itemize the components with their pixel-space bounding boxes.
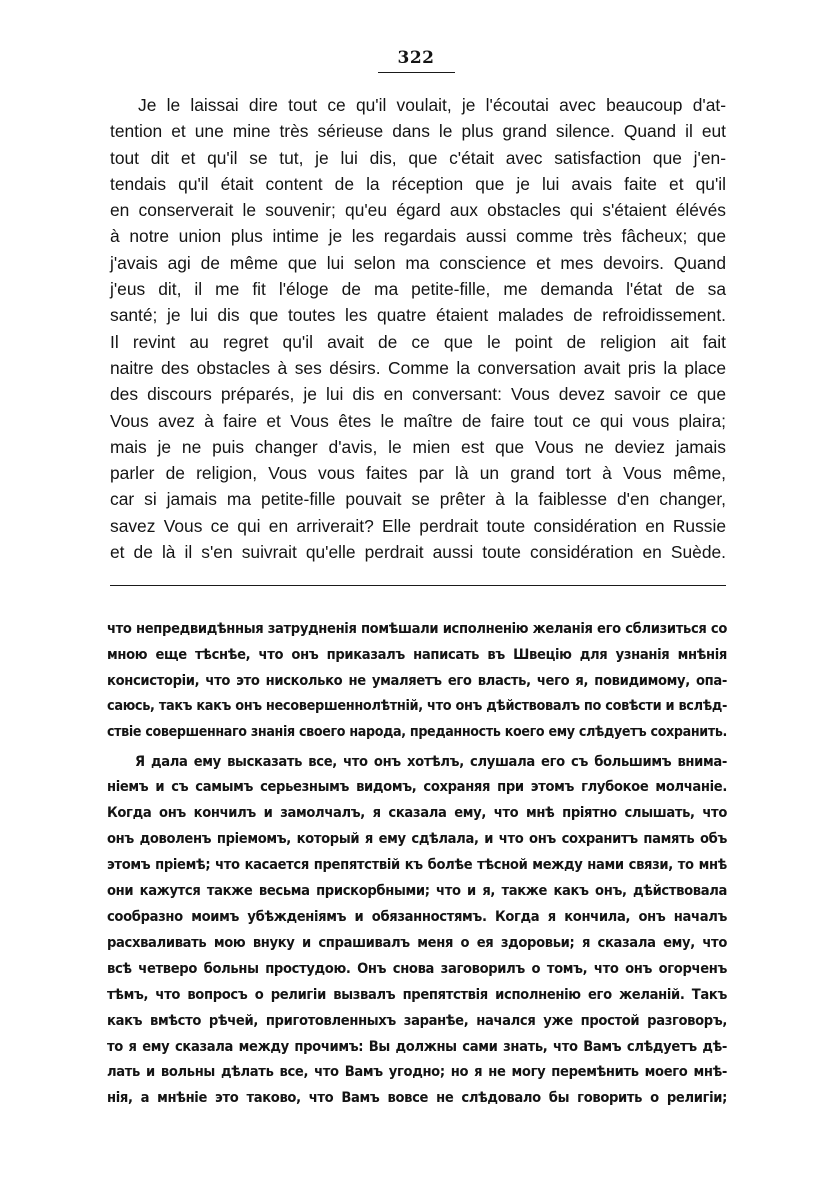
text-line: они кажутся также весьма прискорбными; что и я, также какъ онъ, дѣйствовала [107, 882, 727, 900]
text-line: des discours préparés, je lui dis en conversant: Vous devez savoir ce que [110, 384, 726, 405]
text-line: нія, а мнѣніе это таково, что Вамъ вовсе не слѣдовало бы говорить о религіи; [107, 1089, 727, 1107]
text-line: сообразно моимъ убѣжденіямъ и обязанностямъ. Когда я кончила, онъ началъ [107, 907, 727, 925]
russian-paragraph-1 [107, 616, 727, 746]
text-line: Il revint au regret qu'il avait de ce que le point de religion ait fait [110, 331, 726, 352]
text-line: консисторіи, что это нисколько не умаляетъ его власть, чего я, повидимому, опа- [107, 671, 727, 689]
text-line: расхваливать мою внуку и спрашивалъ меня о ея здоровьи; я сказала ему, что [107, 933, 727, 951]
text-line: Vous avez à faire et Vous êtes le maître de faire tout ce qui vous plaira; [110, 410, 726, 431]
text-line: мною еще тѣснѣе, что онъ приказалъ написать въ Швецію для узнанія мнѣнія [107, 645, 727, 663]
text-line: tout dit et qu'il se tut, je lui dis, que c'était avec satisfaction que j'en- [110, 147, 726, 168]
text-line: Когда онъ кончилъ и замолчалъ, я сказала ему, что мнѣ пріятно слышать, что [107, 804, 727, 822]
text-line: à notre union plus intime je les regardais aussi comme très fâcheux; que [110, 226, 726, 247]
text-line: parler de religion, Vous vous faites par là un grand tort à Vous même, [110, 463, 726, 484]
text-line: всѣ четверо больны простудою. Онъ снова заговорилъ о томъ, что онъ огорченъ [107, 959, 727, 977]
text-line: то я ему сказала между прочимъ: Вы должны сами знать, что Вамъ слѣдуетъ дѣ- [107, 1037, 727, 1055]
text-line: tendais qu'il était content de la réception que je lui avais faite et qu'il [110, 173, 726, 194]
text-line: savez Vous ce qui en arriverait? Elle perdrait toute considération en Russie [110, 515, 726, 536]
text-line: tention et une mine très sérieuse dans le plus grand silence. Quand il eut [110, 121, 726, 142]
text-line: Je le laissai dire tout ce qu'il voulait, je l'écoutai avec beaucoup d'at- [138, 95, 726, 115]
text-line: онъ доволенъ пріемомъ, который я ему сдѣлала, и что онъ сохранитъ память объ [107, 830, 727, 848]
text-line: ніемъ и съ самымъ серьезнымъ видомъ, сохраняя при этомъ глубокое молчаніе. [107, 778, 727, 796]
text-line: какъ вмѣсто рѣчей, приготовленныхъ заранѣе, начался уже простой разговоръ, [107, 1011, 727, 1029]
text-line: этомъ пріемѣ; что касается препятствій къ болѣе тѣсной между нами связи, то мнѣ [107, 856, 727, 874]
russian-paragraph-2 [107, 749, 727, 1112]
text-line: mais je ne puis changer d'avis, le mien est que Vous ne deviez jamais [110, 436, 726, 457]
text-line: ствіе совершеннаго знанія своего народа, преданность коего ему слѣдуетъ сохранить. [107, 723, 727, 740]
text-line: лать и вольны дѣлать все, что Вамъ угодно; но я не могу перемѣнить моего мнѣ- [107, 1063, 727, 1081]
text-line: et de là il s'en suivrait qu'elle perdrait aussi toute considération en Suède. [110, 542, 726, 563]
text-line: саюсь, такъ какъ онъ несовершеннолѣтній, что онъ дѣйствовалъ по совѣсти и вслѣд- [107, 697, 727, 714]
text-line: тѣмъ, что вопросъ о религіи вызвалъ препятствія исполненію его желаній. Такъ [107, 985, 727, 1003]
page-number-underline [378, 72, 455, 73]
text-line: car si jamais ma petite-fille pouvait se prêter à la faiblesse d'en changer, [110, 489, 726, 510]
text-line: en conserverait le souvenir; qu'eu égard aux obstacles qui s'étaient élévés [110, 200, 726, 221]
footnote-divider [110, 585, 726, 586]
text-line: что непредвидѣнныя затрудненія помѣшали исполненію желанія его сблизиться со [107, 620, 727, 637]
page-number: 322 [397, 48, 435, 68]
text-line: naitre des obstacles à ses désirs. Comme la conversation avait pris la place [110, 357, 726, 378]
text-line: j'avais agi de même que lui selon ma conscience et mes devoirs. Quand [110, 252, 726, 273]
text-line: Я дала ему высказать все, что онъ хотѣлъ, слушала его съ большимъ внима- [135, 752, 727, 770]
text-line: j'eus dit, il me fit l'éloge de ma petite-fille, me demanda l'état de sa [110, 279, 726, 300]
russian-translation [107, 616, 727, 1111]
text-line: santé; je lui dis que toutes les quatre étaient malades de refroidissement. [110, 305, 726, 326]
french-paragraph [110, 92, 726, 565]
